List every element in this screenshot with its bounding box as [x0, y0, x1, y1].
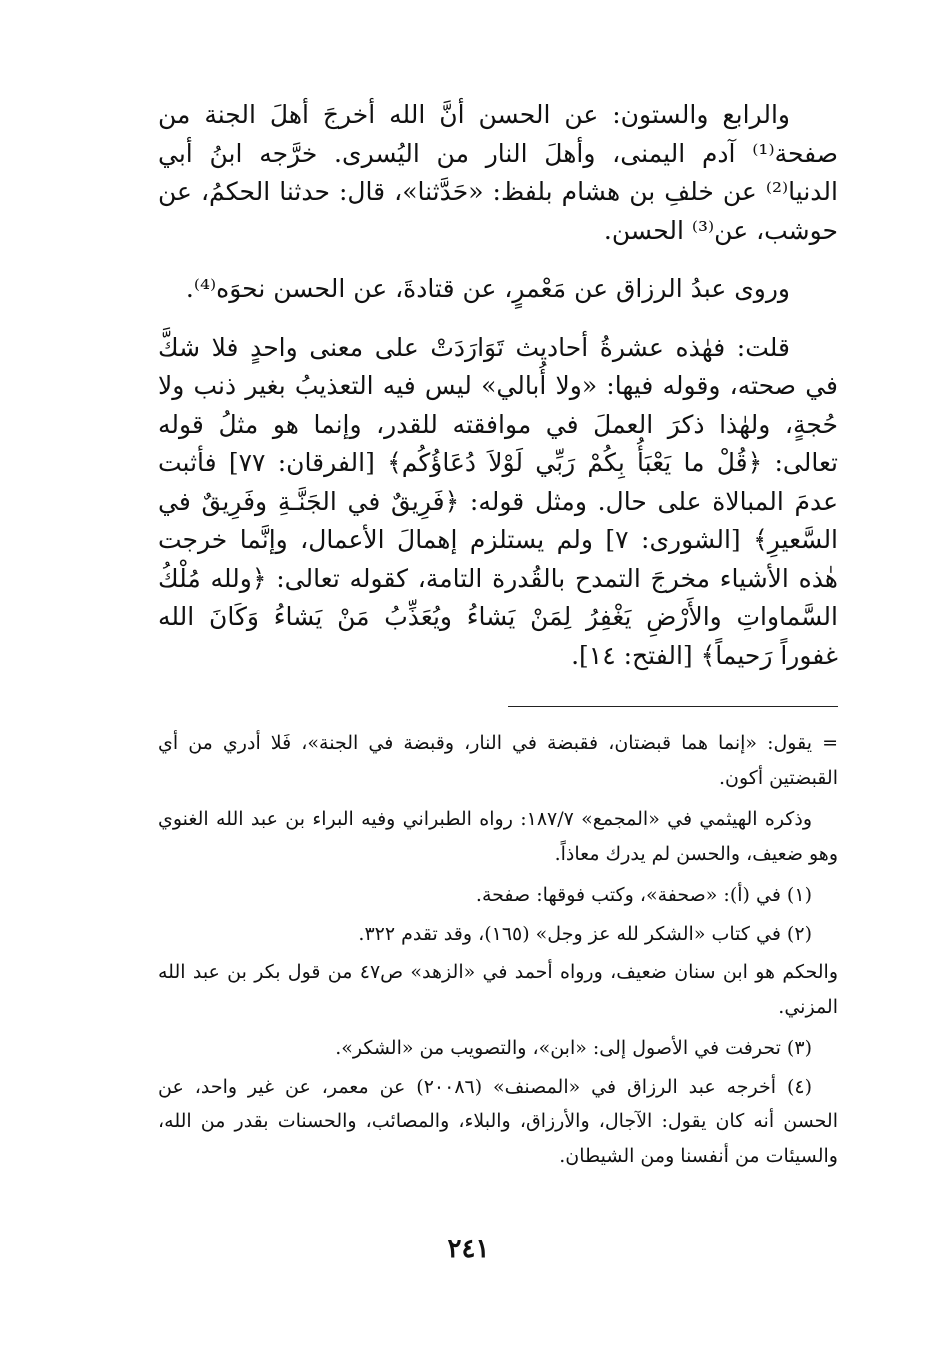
footnote-continuation: = يقول: «إنما هما قبضتان، فقبضة في النار، وقبضة في الجنة»، فَلا أدري من أي القبضتين أكون.: [158, 732, 838, 789]
footnote-1: (١) في (أ): «صحفة»، وكتب فوقها: صفحة.: [475, 884, 812, 906]
main-text: [158, 96, 838, 675]
page-number: ٢٤١: [447, 1234, 490, 1264]
footnote-separator: [508, 706, 838, 707]
paragraph-author-comment: قلت: فهٰذه عشرةُ أحاديث تَوَارَدَتْ على معنى واحدٍ فلا شكَّ في صحته، وقوله فيها: «ولا أُبالي» ليس فيه التعذيبُ بغير ذنب ولا حُجةٍ، ولهٰذا ذكرَ العملَ في موافقته للقدر، وإنما هو مثلُ قوله تعالى: ﴿قُلْ ما يَعْبَأُ بِكُمْ رَبِّي لَوْلاَ دُعَاؤُكُم﴾ [الفرقان: ٧٧] فأثبت عدمَ المبالاة على حال. ومثل قوله: ﴿فَرِيقٌ في الجَنَّـةِ وفَرِيقٌ في السَّعيرِ﴾ [الشورى: ٧] ولم يستلزم إهمالَ الأعمال، وإنَّما خرجت هٰذه الأشياء مخرجَ التمدح بالقُدرة التامة، كقوله تعالى: ﴿ولله مُلْكُ السَّماواتِ والأَرْضِ يَغْفِرُ لِمَنْ يَشاءُ ويُعَذِّبُ مَنْ يَشاءُ وَكَانَ الله غفوراً رَحيماً﴾ [الفتح: ١٤].: [158, 332, 839, 670]
footnote-2-continuation: والحكم هو ابن سنان ضعيف، ورواه أحمد في «الزهد» ص٤٧ من قول بكر بن عبد الله المزني.: [158, 961, 838, 1018]
paragraph-abd-al-razzaq: وروى عبدُ الرزاق عن مَعْمرٍ، عن قتادةَ، عن الحسن نحوَه⁽⁴⁾.: [185, 274, 790, 303]
footnote-4: (٤) أخرجه عبد الرزاق في «المصنف» (٢٠٠٨٦) عن معمر، عن غير واحد، عن الحسن أنه كان يقول: الآجال، والأرزاق، والبلاء، والمصائب، والحسنات بقدر من الله، والسيئات من أنفسنا ومن الشيطان.: [158, 1075, 838, 1167]
footnotes: [158, 726, 838, 1180]
footnote-haythami: وذكره الهيثمي في «المجمع» ١٨٧/٧: رواه الطبراني وفيه البراء بن عبد الله الغنوي وهو ضعيف، والحسن لم يدرك معاذاً.: [158, 808, 838, 865]
book-page: [158, 96, 839, 1167]
footnote-3: (٣) تحرفت في الأصول إلى: «ابن»، والتصويب من «الشكر».: [335, 1037, 812, 1059]
paragraph-64th-hadith: والرابع والستون: عن الحسن أنَّ الله أخرجَ أهلَ الجنة من صفحة⁽¹⁾ آدم اليمنى، وأهلَ النار من اليُسرى. خرَّجه ابنُ أبي الدنيا⁽²⁾ عن خلفِ بن هشام بلفظ: «حَدَّثنا»، قال: حدثنا الحكمُ، عن حوشب، عن⁽³⁾ الحسن.: [158, 100, 838, 245]
footnote-2: (٢) في كتاب «الشكر لله عز وجل» (١٦٥)، وقد تقدم ٣٢٢.: [358, 922, 812, 945]
